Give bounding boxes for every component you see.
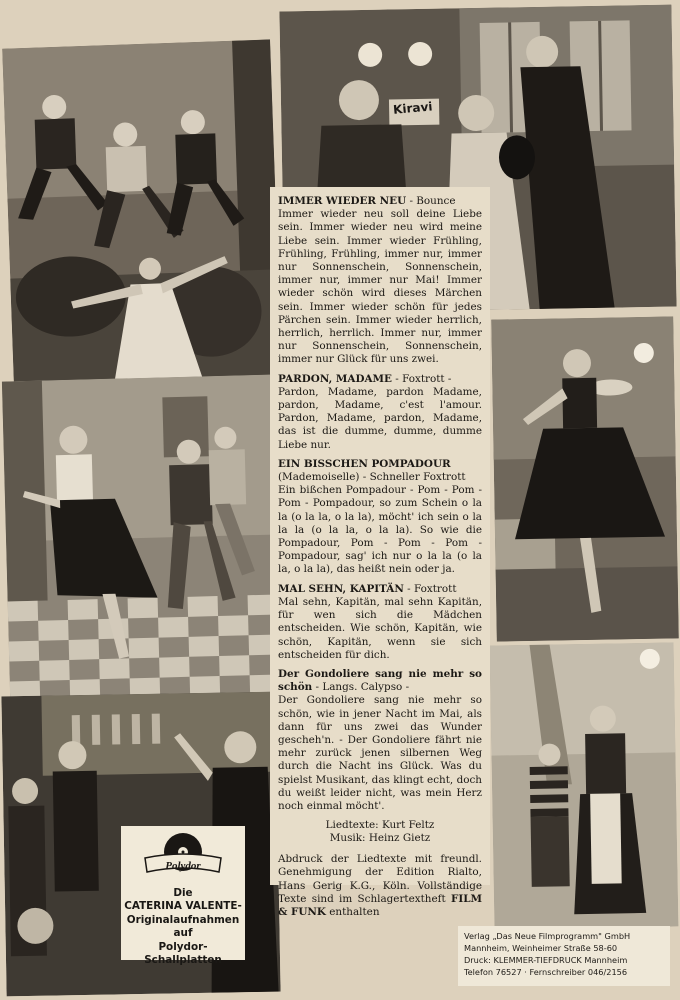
song-title: Der Gondoliere sang nie mehr so schön (278, 667, 482, 694)
song-lyrics: Ein bißchen Pompadour - Pom - Pom - Pom - Pompadour, so zum Schein o la la (o la la, o la la), möcht' ich sein o la la la (o la la, o la la). So wie die Pompadour, Pom - Pom - Pom - Pompadour, sag' ich nur o la la (o la la, o la la), das heißt nein oder ja. (278, 484, 482, 576)
song-lyrics: Der Gondoliere sang nie mehr so schön, wie in jener Nacht im Mai, als dann für uns zwei das Wunder gescheh'n. - Der Gondoliere fährt nie mehr zurück jenen silbernen Weg durch die Nacht ins Glück. Was du spielst Musikant, das klingt echt, doch du weißt leider nicht, was mein Herz noch einmal möcht'. (278, 694, 482, 812)
reprint-text: Abdruck der Liedtexte mit freundl. Genehmigung der Edition Rialto, Hans Gerig K.G., Köln. Vollständige Texte sind im Schlagertextheft (278, 853, 482, 905)
song-credits (278, 819, 482, 845)
publisher-line-2: Mannheim, Weinheimer Straße 58-60 (464, 943, 618, 953)
publisher-line-4: Telefon 76527 · Fernschreiber 046/2156 (464, 967, 628, 977)
polydor-line-3: Originalaufnahmen (126, 913, 240, 926)
song-title: PARDON, MADAME (278, 372, 392, 385)
reprint-publication: FILM & FUNK (278, 892, 482, 918)
polydor-advert (121, 826, 245, 966)
song-title: MAL SEHN, KAPITÄN (278, 582, 404, 595)
polydor-logo-text: Polydor (165, 860, 201, 872)
song-title: EIN BISSCHEN POMPADOUR (278, 457, 451, 470)
song-style: - Langs. Calypso - (312, 681, 410, 694)
polydor-line-5: Polydor-Schallplatten (144, 940, 222, 966)
music-credit: Musik: Heinz Gietz (329, 832, 431, 845)
song-style: - Bounce (406, 195, 456, 207)
photo-two-women-dancing (490, 642, 679, 929)
lyrics-credit: Liedtexte: Kurt Feltz (325, 819, 435, 832)
polydor-line-2: CATERINA VALENTE- (124, 900, 242, 912)
song-subtitle: (Mademoiselle) - Schneller Foxtrott (278, 471, 466, 484)
reprint-suffix: enthalten (325, 905, 380, 918)
publisher-imprint (458, 926, 670, 986)
song-title: IMMER WIEDER NEU (278, 195, 407, 207)
song-style: - Foxtrott - (391, 372, 452, 385)
song-pardon-madame (278, 373, 482, 452)
reprint-notice (278, 853, 482, 919)
photo-dancer-with-tray (491, 316, 679, 641)
song-immer-wieder-neu (278, 195, 482, 367)
polydor-line-1: Die (173, 886, 193, 899)
photo-sign-text: Kiravi (392, 99, 434, 117)
publisher-line-3: Druck: KLEMMER-TIEFDRUCK Mannheim (464, 955, 628, 965)
photo-sailors-dancing (2, 39, 282, 386)
song-lyrics: Immer wieder neu soll deine Liebe sein. Immer wieder neu wird meine Liebe sein. Immer wieder Frühling, Frühling, Frühling, immer nur, immer nur Sonnenschein, Sonnenschein, immer nur, immer nur Mai! Immer wieder schön wird dieses Märchen sein. Immer wieder schön für jedes Pärchen sein. Immer wieder herrlich, herrlich, herrlich. Immer nur, immer nur Sonnenschein, Sonnenschein, immer nur Glück für uns zwei. (278, 208, 482, 366)
song-lyrics: Mal sehn, Kapitän, mal sehn Kapitän, für wen sich die Mädchen entscheiden. Wie schön, Kapitän, wie schön, Kapitän, wenn sie sich entscheiden für dich. (278, 595, 482, 661)
song-lyrics: Pardon, Madame, pardon Madame, pardon, Madame, c'est l'amour. Pardon, Madame, pardon, Madame, das ist die dumme, dumme, dumme Liebe nur. (278, 385, 482, 451)
song-style: - Foxtrott (403, 582, 457, 595)
lyrics-panel (270, 187, 490, 918)
polydor-record-logo (143, 832, 223, 878)
song-mal-sehn-kapitaen (278, 583, 482, 662)
publisher-line-1: Verlag „Das Neue Filmprogramm" GmbH (464, 931, 631, 941)
polydor-line-4: auf (173, 927, 193, 939)
song-der-gondoliere (278, 668, 482, 813)
song-ein-bisschen-pompadour (278, 458, 482, 577)
photo-dancing-pair (2, 374, 282, 701)
